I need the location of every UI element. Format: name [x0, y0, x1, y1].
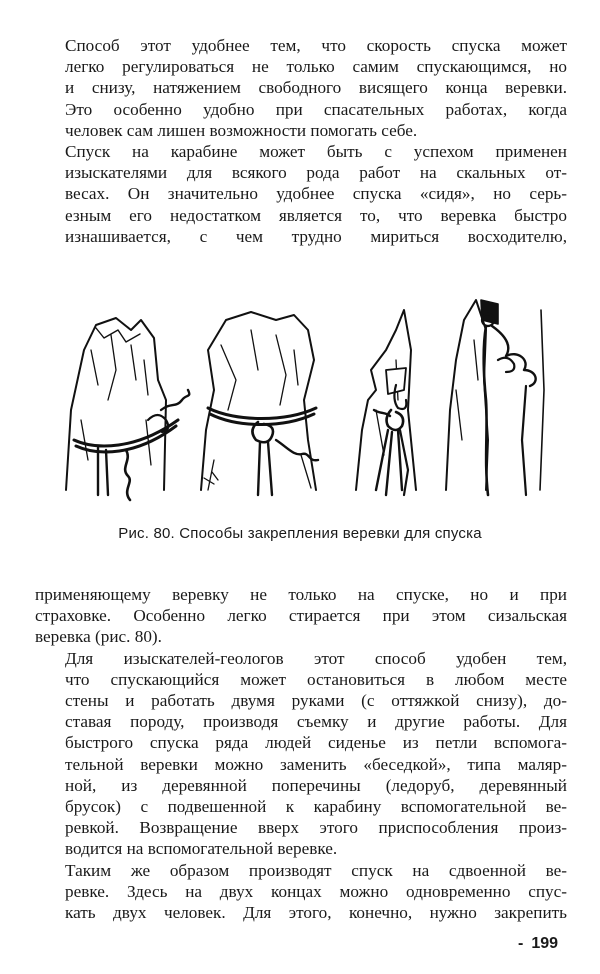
text-line: и снизу, натяжением свободного висящего конца веревки.	[65, 78, 567, 98]
text-line: водится на вспомогательной веревке.	[65, 839, 338, 859]
text-line: Для изыскателей-геологов этот способ удобен тем,	[65, 648, 567, 668]
text-block-bottom	[35, 584, 567, 923]
paragraph	[35, 648, 567, 860]
text-block-top	[35, 35, 567, 247]
text-line: стены и работать двумя руками (с оттяжкой снизу), до-	[65, 691, 567, 711]
text-line: страховке. Особенно легко стирается при этом сизальская	[35, 606, 567, 626]
panel-rock-horn-1	[66, 318, 189, 500]
panel-rock-horn-2	[201, 312, 318, 495]
text-line: ревке. Здесь на двух концах можно одновременно спус-	[65, 881, 567, 901]
text-line: ставая породу, производя съемку и другие работы. Для	[65, 712, 567, 732]
text-line: быстрого спуска ряда людей сиденье из петли вспомога-	[65, 733, 567, 753]
text-line: весах. Он значительно удобнее спуска «сидя», но серь-	[65, 184, 567, 204]
text-line: веревка (рис. 80).	[35, 627, 162, 647]
text-line: брусок) с подвешенной к карабину вспомогательной ве-	[65, 797, 567, 817]
text-line: легко регулироваться не только самим спускающимся, но	[65, 57, 567, 77]
paragraph	[35, 860, 567, 924]
figure-caption: Рис. 80. Способы закрепления веревки для спуска	[118, 525, 482, 542]
page-number-dash: -	[518, 935, 524, 952]
paragraph	[35, 141, 567, 247]
text-line: человек сам лишен возможности помогать себе.	[65, 120, 418, 140]
paragraph	[35, 35, 567, 141]
paragraph	[35, 584, 567, 648]
text-line: ной, из деревянной поперечины (ледоруб, деревянный	[65, 775, 567, 795]
page-number-value: 199	[531, 935, 559, 952]
text-line: езным его недостатком является то, что веревка быстро	[65, 205, 567, 225]
figure-rope-anchoring-illustration	[36, 290, 566, 508]
panel-carabiner-anchor	[356, 310, 416, 495]
text-line: Способ этот удобнее тем, что скорость спуска может	[65, 36, 567, 55]
text-line: применяющему веревку не только на спуске, но и при	[35, 585, 567, 604]
panel-piton-ring	[446, 300, 544, 495]
text-line: тельной веревки можно заменить «беседкой», типа маляр-	[65, 754, 567, 774]
text-line: Спуск на карабине может быть с успехом применен	[65, 142, 567, 162]
text-line: Таким же образом производят спуск на сдвоенной ве-	[65, 860, 567, 880]
page-number	[518, 935, 558, 953]
text-line: Это особенно удобно при спасательных работах, когда	[65, 99, 567, 119]
rope-anchoring-drawing	[36, 290, 566, 508]
text-line: изнашивается, с чем трудно мириться восходителю,	[65, 226, 567, 246]
text-line: изыскателями для всякого рода работ на скальных от-	[65, 163, 567, 183]
text-line: что спускающийся может остановиться в любом месте	[65, 669, 567, 689]
text-line: кать двух человек. Для этого, конечно, нужно закрепить	[65, 903, 567, 923]
text-line: ревкой. Возвращение вверх этого приспособления произ-	[65, 818, 567, 838]
